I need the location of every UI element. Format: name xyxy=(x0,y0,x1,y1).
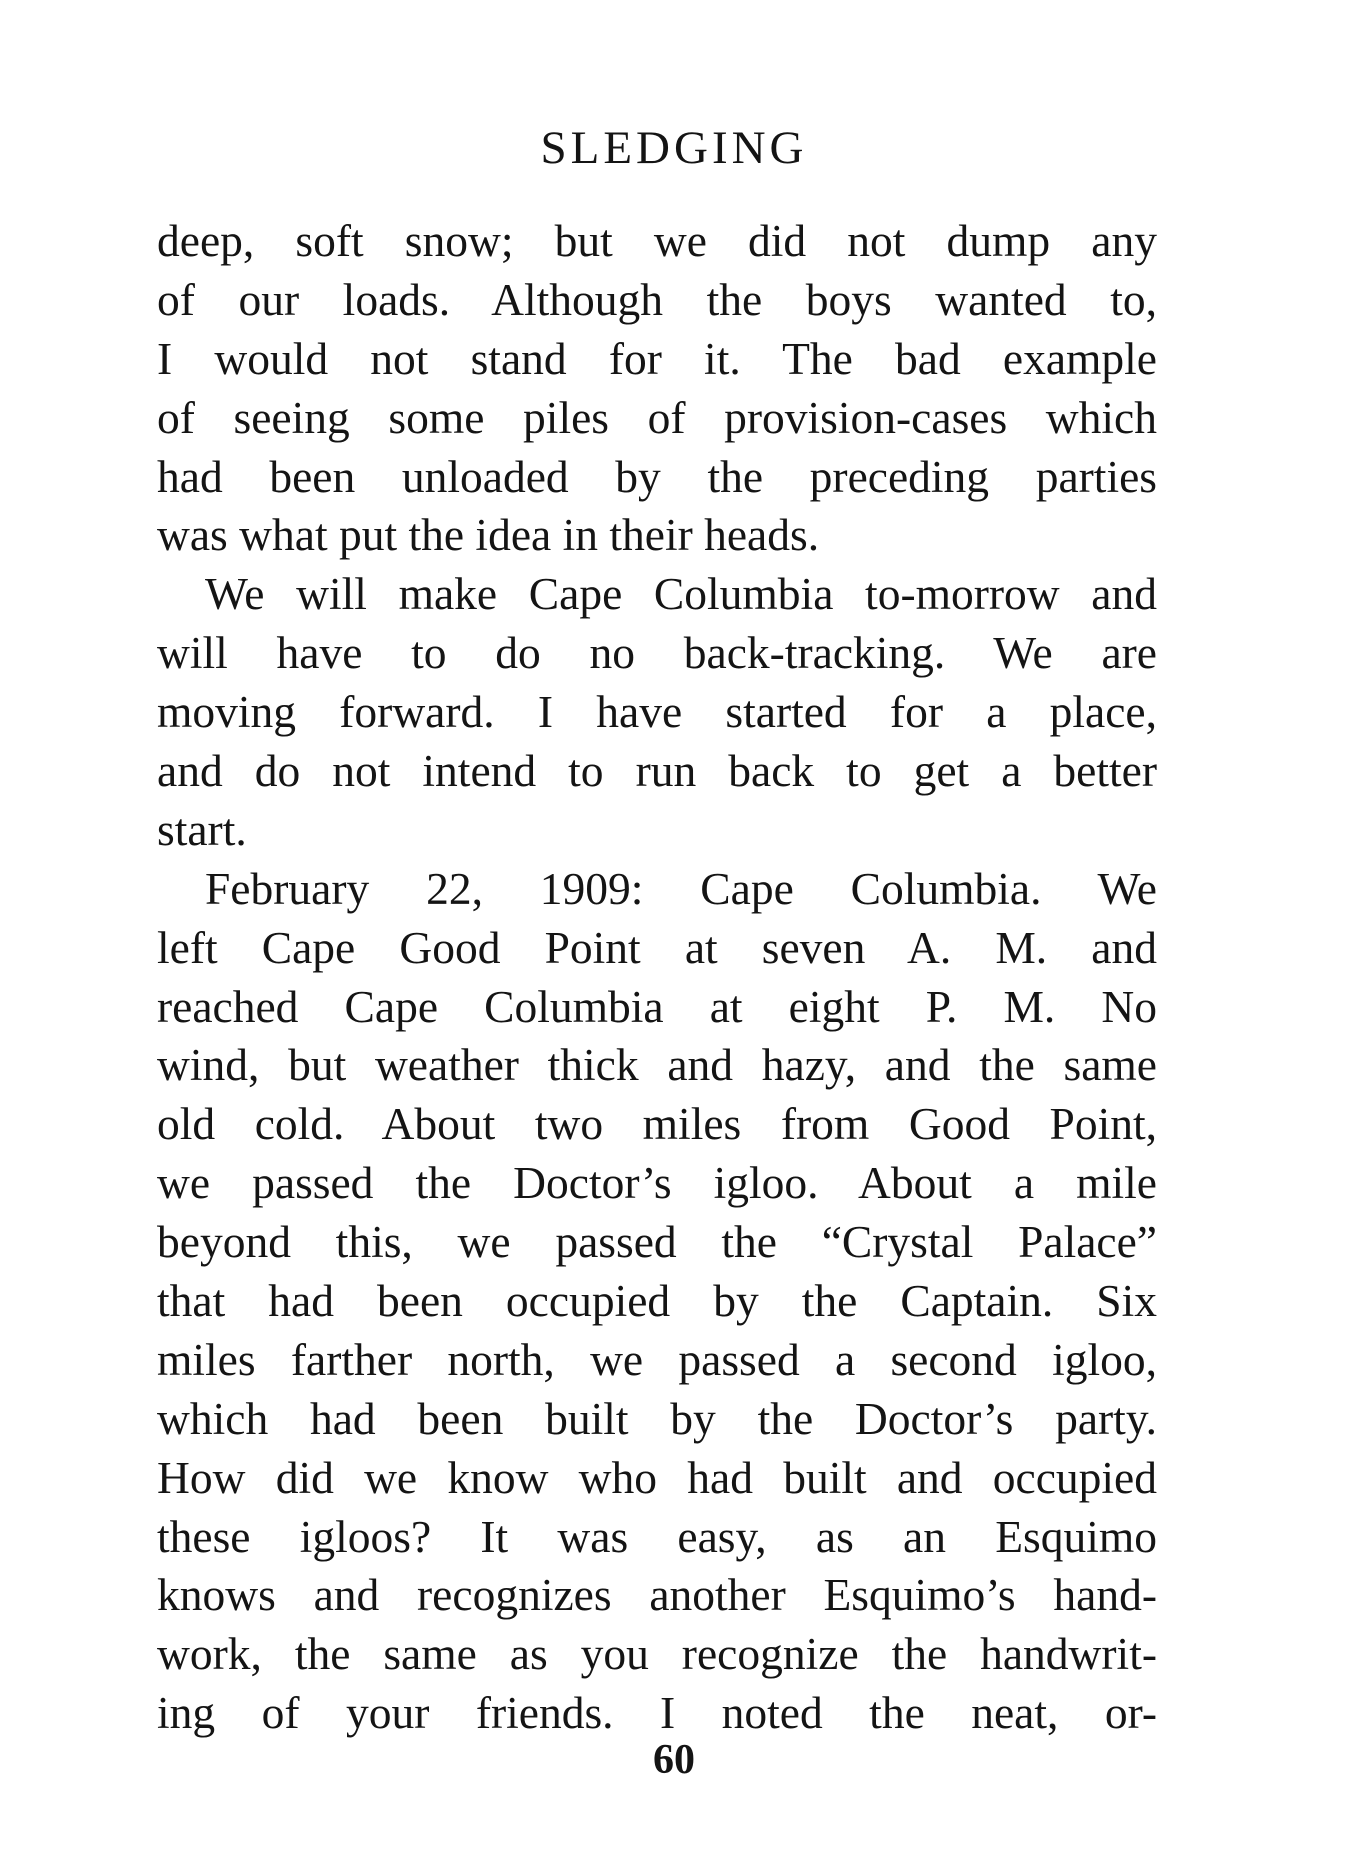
text-line: that had been occupied by the Captain. Six xyxy=(157,1275,1157,1327)
text-line: knows and recognizes another Esquimo’s hand- xyxy=(157,1569,1157,1621)
text-line: We will make Cape Columbia to-morrow and xyxy=(205,568,1157,620)
text-line: wind, but weather thick and hazy, and the same xyxy=(157,1039,1157,1091)
body-text xyxy=(157,212,1157,1743)
text-line: start. xyxy=(157,803,247,855)
text-line: we passed the Doctor’s igloo. About a mile xyxy=(157,1157,1157,1209)
text-line: had been unloaded by the preceding parties xyxy=(157,450,1157,502)
text-line: and do not intend to run back to get a better xyxy=(157,745,1157,797)
text-line: reached Cape Columbia at eight P. M. No xyxy=(157,980,1157,1032)
text-line: will have to do no back-tracking. We are xyxy=(157,627,1157,679)
text-line: deep, soft snow; but we did not dump any xyxy=(157,215,1157,266)
text-line: ing of your friends. I noted the neat, or- xyxy=(157,1687,1157,1739)
text-line: February 22, 1909: Cape Columbia. We xyxy=(205,862,1157,914)
text-line: old cold. About two miles from Good Point, xyxy=(157,1098,1157,1150)
text-line: How did we know who had built and occupied xyxy=(157,1451,1157,1503)
running-head: SLEDGING xyxy=(540,122,808,174)
text-line: which had been built by the Doctor’s party. xyxy=(157,1392,1157,1444)
text-line: work, the same as you recognize the handwrit- xyxy=(157,1628,1157,1680)
text-line: moving forward. I have started for a place, xyxy=(157,686,1157,738)
text-line: beyond this, we passed the “Crystal Palace” xyxy=(157,1216,1157,1268)
text-line: of our loads. Although the boys wanted to, xyxy=(157,273,1157,325)
text-line: left Cape Good Point at seven A. M. and xyxy=(157,921,1157,973)
text-line: miles farther north, we passed a second igloo, xyxy=(157,1333,1157,1385)
text-line: was what put the idea in their heads. xyxy=(157,509,820,561)
page-number: 60 xyxy=(653,1737,695,1783)
text-line: I would not stand for it. The bad example xyxy=(157,332,1157,384)
text-line: these igloos? It was easy, as an Esquimo xyxy=(157,1510,1157,1562)
text-line: of seeing some piles of provision-cases which xyxy=(157,391,1157,443)
